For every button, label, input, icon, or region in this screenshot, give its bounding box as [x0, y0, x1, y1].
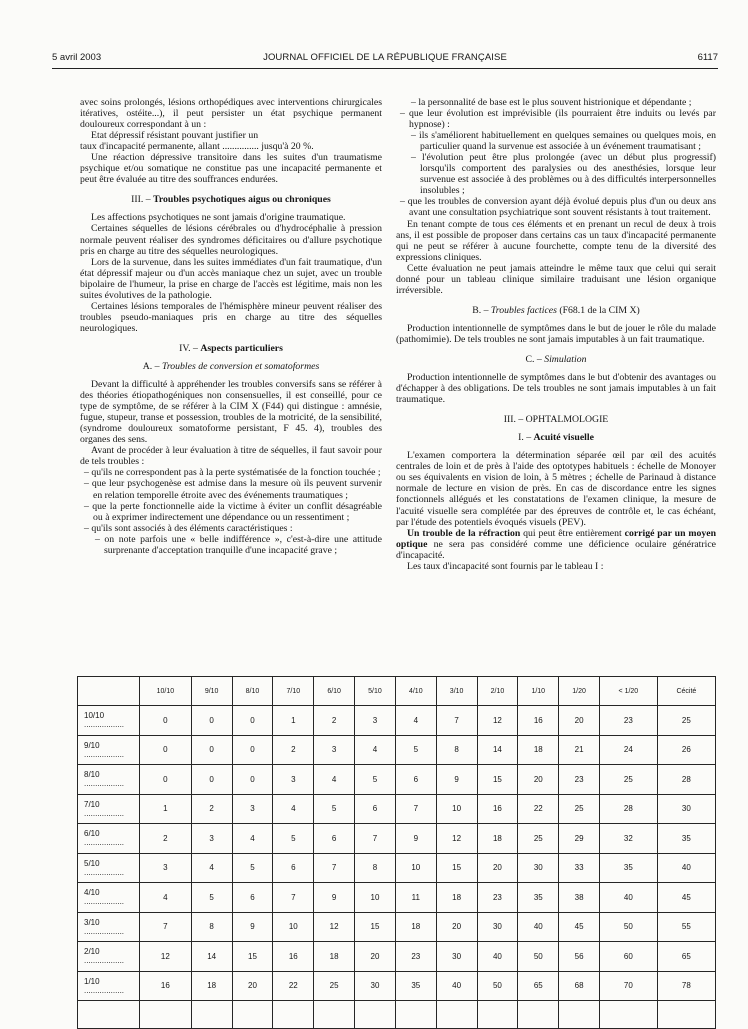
table-cell: 18 — [314, 942, 355, 972]
table-cell: 32 — [600, 824, 658, 854]
table-cell: 5 — [314, 794, 355, 824]
paragraph: avec soins prolongés, lésions orthopédiques avec interventions chirurgicales itératives, ostéite...), il peut persister un état psychique permanent douloureux correspondant à un : — [80, 97, 382, 131]
table-cell — [191, 1001, 232, 1029]
section-heading — [80, 194, 382, 205]
left-column — [80, 97, 382, 556]
column-header: < 1/20 — [600, 677, 658, 706]
list-item: – que les troubles de conversion ayant déjà évolué depuis plus d'un ou deux ans avant une consultation psychiatrique sont souvent résistants à tout traitement. — [400, 196, 716, 219]
table-cell: 78 — [657, 971, 715, 1001]
row-label: 2/10 .................. — [78, 942, 140, 972]
table-row — [78, 706, 716, 736]
table-cell: 23 — [477, 883, 518, 913]
subsection-heading — [396, 354, 716, 365]
table-cell: 30 — [477, 912, 518, 942]
table-cell: 0 — [191, 706, 232, 736]
table-cell: 3 — [314, 735, 355, 765]
paragraph: Certaines lésions temporales de l'hémisphère mineur peuvent réaliser des troubles pseudo-maniaques pris en charge au titre des séquelles neurologiques. — [80, 300, 382, 334]
paragraph: Production intentionnelle de symptômes dans le but d'obtenir des avantages ou d'échapper à des obligations. De tels troubles ne sont jamais imputables à un fait traumatique. — [396, 372, 716, 406]
table-cell: 11 — [395, 883, 436, 913]
table-cell: 16 — [518, 706, 559, 736]
table-cell: 4 — [395, 706, 436, 736]
table-cell: 20 — [436, 912, 477, 942]
table-cell: 10 — [436, 794, 477, 824]
table-cell: 28 — [657, 765, 715, 795]
table-cell: 18 — [191, 971, 232, 1001]
table-cell — [436, 1001, 477, 1029]
column-header: 1/10 — [518, 677, 559, 706]
table-cell: 0 — [140, 706, 192, 736]
table-cell: 25 — [600, 765, 658, 795]
table-cell: 6 — [273, 853, 314, 883]
subsection-heading — [80, 361, 382, 372]
subsection-title: Simulation — [544, 353, 587, 365]
section-title: OPHTALMOLOGIE — [525, 414, 609, 426]
text-run: qui peut être entièrement — [520, 527, 625, 539]
table-cell: 2 — [273, 735, 314, 765]
table-cell: 21 — [559, 735, 600, 765]
paragraph: Devant la difficulté à appréhender les troubles conversifs sans se référer à des théories étiopathogéniques non consensuelles, il est conseillé, pour ce type de symptôme, de se référer à la CIM X (F44) qui distingue : amnésie, fugue, stupeur, transe et possession, troubles de la motricité, de la sensibilité, (syndrome douloureux somatoforme persistant, F 45. 4), troubles des organes des sens. — [80, 379, 382, 446]
subsection-number: A. – — [142, 360, 160, 372]
table-cell: 15 — [477, 765, 518, 795]
table-cell: 0 — [232, 735, 273, 765]
journal-title: JOURNAL OFFICIEL DE LA RÉPUBLIQUE FRANÇAISE — [263, 52, 507, 63]
table-cell: 35 — [518, 883, 559, 913]
text-run: ne sera pas considéré comme une déficience oculaire génératrice d'incapacité. — [396, 538, 716, 561]
table-cell: 7 — [273, 883, 314, 913]
paragraph: Production intentionnelle de symptômes dans le but de jouer le rôle du malade (pathomimie). De tels troubles ne sont jamais imputables à un fait traumatique. — [396, 322, 716, 345]
table-cell: 0 — [191, 735, 232, 765]
table-cell: 0 — [140, 735, 192, 765]
list-item: – que leur psychogenèse est admise dans la mesure où ils peuvent survenir en relation temporelle étroite avec des événements traumatiques ; — [84, 478, 382, 501]
table-cell: 68 — [559, 971, 600, 1001]
table-cell: 9 — [314, 883, 355, 913]
table-cell: 7 — [140, 912, 192, 942]
table-cell: 15 — [436, 853, 477, 883]
table-cell: 25 — [314, 971, 355, 1001]
table-cell: 25 — [518, 824, 559, 854]
table-cell: 60 — [600, 942, 658, 972]
table-cell: 14 — [191, 942, 232, 972]
table-cell: 6 — [314, 824, 355, 854]
table-cell: 20 — [518, 765, 559, 795]
column-header: 7/10 — [273, 677, 314, 706]
table-cell — [657, 1001, 715, 1029]
table-row — [78, 942, 716, 972]
table-cell: 4 — [314, 765, 355, 795]
table-cell: 45 — [657, 883, 715, 913]
table-cell: 1 — [273, 706, 314, 736]
table-cell — [78, 1001, 140, 1029]
list-item: – qu'ils ne correspondent pas à la perte systématisée de la fonction touchée ; — [84, 467, 381, 479]
subsection-title: Troubles de conversion et somatoformes — [161, 360, 320, 372]
table-cell: 24 — [600, 735, 658, 765]
table-cell: 15 — [232, 942, 273, 972]
classification-code: (F68.1 de la CIM X) — [559, 304, 640, 316]
table-cell — [477, 1001, 518, 1029]
table-cell: 5 — [232, 853, 273, 883]
table-cell: 50 — [477, 971, 518, 1001]
table-cell: 7 — [395, 794, 436, 824]
column-header: 6/10 — [314, 677, 355, 706]
table-cell: 70 — [600, 971, 658, 1001]
table-cell: 25 — [559, 794, 600, 824]
visual-acuity-table — [77, 676, 716, 1029]
table-row — [78, 883, 716, 913]
column-header: 8/10 — [232, 677, 273, 706]
issue-date: 5 avril 2003 — [52, 52, 102, 63]
column-header: Cécité — [657, 677, 715, 706]
subsection-title: Troubles factices — [490, 304, 557, 316]
subsection-number: I. – — [518, 432, 532, 444]
table-cell: 4 — [140, 883, 192, 913]
table-cell: 6 — [355, 794, 396, 824]
table-cell — [355, 1001, 396, 1029]
table-cell: 5 — [355, 765, 396, 795]
table-cell: 22 — [273, 971, 314, 1001]
table-cell: 23 — [395, 942, 436, 972]
table-row — [78, 765, 716, 795]
table-cell: 20 — [232, 971, 273, 1001]
section-title: Aspects particuliers — [200, 342, 283, 354]
table-cell: 5 — [273, 824, 314, 854]
table-cell: 16 — [273, 942, 314, 972]
table-cell: 33 — [559, 853, 600, 883]
table-cell — [140, 1001, 192, 1029]
table-cell: 65 — [657, 942, 715, 972]
table-cell: 45 — [559, 912, 600, 942]
row-label: 9/10 .................. — [78, 735, 140, 765]
list-item: – que la perte fonctionnelle aide la victime à éviter un conflit désagréable ou à exprimer indirectement une dépendance ou un ressentiment ; — [84, 500, 382, 523]
table-cell: 18 — [518, 735, 559, 765]
table-cell: 35 — [657, 824, 715, 854]
list-item: – qu'ils sont associés à des éléments caractéristiques : — [84, 522, 293, 534]
table-cell: 2 — [140, 824, 192, 854]
table-cell: 0 — [232, 706, 273, 736]
table-cell: 6 — [395, 765, 436, 795]
column-header: 2/10 — [477, 677, 518, 706]
table-cell: 28 — [600, 794, 658, 824]
table-cell: 40 — [518, 912, 559, 942]
table-continuation-row — [78, 1001, 716, 1029]
table-cell: 3 — [232, 794, 273, 824]
paragraph: En tenant compte de tous ces éléments et en prenant un recul de deux à trois ans, il est possible de proposer dans certains cas un taux d'incapacité permanente qui ne peut se référer à aucune fourchette, compte tenu de la diversité des expressions cliniques. — [396, 218, 716, 263]
section-heading — [396, 414, 716, 425]
paragraph: Etat dépressif résistant pouvant justifier un — [91, 130, 259, 142]
row-label: 4/10 .................. — [78, 883, 140, 913]
table-cell: 4 — [273, 794, 314, 824]
paragraph: Une réaction dépressive transitoire dans les suites d'un traumatisme psychique et/ou somatique ne constitue pas une incapacité permanente et peut être évaluée au titre des souffrances endurées. — [80, 152, 382, 186]
table-cell: 20 — [559, 706, 600, 736]
table-cell: 8 — [355, 853, 396, 883]
table-cell: 18 — [436, 883, 477, 913]
table-cell — [395, 1001, 436, 1029]
paragraph: taux d'incapacité permanente, allant ............... jusqu'à 20 %. — [80, 141, 314, 153]
table-cell: 30 — [355, 971, 396, 1001]
table-cell: 3 — [355, 706, 396, 736]
bold-phrase: corrigé par un moyen optique — [396, 527, 717, 550]
table-cell: 7 — [436, 706, 477, 736]
header-rule — [52, 68, 718, 69]
paragraph: Lors de la survenue, dans les suites immédiates d'un fait traumatique, d'un état dépressif majeur ou d'un accès maniaque chez un sujet, avec un trouble bipolaire de l'humeur, la prise en charge de l'accès est légitime, mais non les suites évolutives de la pathologie. — [80, 256, 382, 301]
table-cell: 9 — [232, 912, 273, 942]
table-row — [78, 735, 716, 765]
table-cell: 23 — [559, 765, 600, 795]
table-cell: 22 — [518, 794, 559, 824]
table-row — [78, 912, 716, 942]
table-cell: 4 — [355, 735, 396, 765]
paragraph: Les taux d'incapacité sont fournis par le tableau I : — [407, 560, 604, 572]
table-cell: 5 — [191, 883, 232, 913]
table-cell: 35 — [600, 853, 658, 883]
table-cell: 38 — [559, 883, 600, 913]
table-cell — [600, 1001, 658, 1029]
table-cell — [518, 1001, 559, 1029]
subsection-number: B. – — [472, 304, 489, 316]
table-cell: 50 — [518, 942, 559, 972]
table-cell: 10 — [273, 912, 314, 942]
table-cell: 23 — [600, 706, 658, 736]
section-title: Troubles psychotiques aigus ou chroniques — [153, 194, 331, 206]
section-number: III. – — [131, 194, 151, 206]
table-cell: 7 — [314, 853, 355, 883]
table-cell: 40 — [657, 853, 715, 883]
subsection-title: Acuité visuelle — [533, 432, 594, 444]
table-cell: 40 — [477, 942, 518, 972]
table-cell: 12 — [140, 942, 192, 972]
table-cell: 10 — [395, 853, 436, 883]
sub-list-item: – la personnalité de base est le plus souvent histrionique et dépendante ; — [411, 97, 692, 108]
table-cell: 30 — [518, 853, 559, 883]
section-number: IV. – — [179, 342, 198, 354]
table-row — [78, 794, 716, 824]
table-cell: 35 — [395, 971, 436, 1001]
table-cell: 20 — [355, 942, 396, 972]
paragraph: Cette évaluation ne peut jamais atteindre le même taux que celui qui serait donné pour un tableau clinique similaire traduisant une lésion organique irréversible. — [396, 262, 716, 296]
table-cell: 29 — [559, 824, 600, 854]
table-cell: 3 — [273, 765, 314, 795]
paragraph: L'examen comportera la détermination séparée œil par œil des acuités centrales de loin et de près à l'aide des optotypes habituels : échelle de Monoyer ou ses équivalents en vision de loin, à 5 mètres ; échelle de Parinaud à distance normale de lecture en vision de près. En cas de discordance entre les signes fonctionnels allégués et les constatations de l'examen clinique, la mesure de l'acuité visuelle sera complétée par des épreuves de contrôle et, le cas échéant, par l'étude des potentiels évoqués visuels (PEV). — [396, 450, 716, 528]
table-cell: 65 — [518, 971, 559, 1001]
column-header: 4/10 — [395, 677, 436, 706]
table-cell: 8 — [191, 912, 232, 942]
paragraph: Les affections psychotiques ne sont jamais d'origine traumatique. — [91, 212, 346, 224]
table-cell: 30 — [657, 794, 715, 824]
table-cell: 14 — [477, 735, 518, 765]
bold-phrase: Un trouble de la réfraction — [407, 527, 521, 539]
table-cell: 16 — [140, 971, 192, 1001]
table-cell: 18 — [395, 912, 436, 942]
row-label: 6/10 .................. — [78, 824, 140, 854]
row-label: 1/10 .................. — [78, 971, 140, 1001]
table-cell — [314, 1001, 355, 1029]
table-row — [78, 824, 716, 854]
subsection-heading — [396, 432, 716, 443]
table-cell: 4 — [191, 853, 232, 883]
table-cell: 4 — [232, 824, 273, 854]
table-cell: 0 — [232, 765, 273, 795]
subsection-heading — [396, 305, 716, 316]
table-cell: 2 — [191, 794, 232, 824]
table-cell: 7 — [355, 824, 396, 854]
table-cell: 20 — [477, 853, 518, 883]
table-header-row — [78, 677, 716, 706]
table-cell: 12 — [436, 824, 477, 854]
sub-list-item: – l'évolution peut être plus prolongée (avec un début plus progressif) lorsqu'ils comportent des paralysies ou des anesthésies, lorsque leur survenue est associée à des problèmes ou à des difficultés interpersonnelles insolubles ; — [411, 152, 716, 197]
table-cell: 56 — [559, 942, 600, 972]
table-cell: 12 — [314, 912, 355, 942]
table-row — [78, 971, 716, 1001]
sub-list-item: – ils s'améliorent habituellement en quelques semaines ou quelques mois, en particulier quand la survenue est associée à un événement traumatisant ; — [411, 130, 716, 153]
table-cell — [273, 1001, 314, 1029]
table-cell: 16 — [477, 794, 518, 824]
subsection-number: C. – — [525, 353, 542, 365]
table-cell: 3 — [191, 824, 232, 854]
row-label: 8/10 .................. — [78, 765, 140, 795]
page-header — [52, 52, 718, 66]
table-cell: 15 — [355, 912, 396, 942]
row-label: 7/10 .................. — [78, 794, 140, 824]
table-cell: 2 — [314, 706, 355, 736]
row-label: 5/10 .................. — [78, 853, 140, 883]
table-cell — [232, 1001, 273, 1029]
table-cell: 1 — [140, 794, 192, 824]
column-header: 9/10 — [191, 677, 232, 706]
column-header: 3/10 — [436, 677, 477, 706]
corner-cell — [78, 677, 140, 706]
table-cell: 9 — [395, 824, 436, 854]
table-cell — [559, 1001, 600, 1029]
table-cell: 30 — [436, 942, 477, 972]
table-cell: 40 — [436, 971, 477, 1001]
table-cell: 10 — [355, 883, 396, 913]
column-header: 10/10 — [140, 677, 192, 706]
table-cell: 40 — [600, 883, 658, 913]
table-cell: 25 — [657, 706, 715, 736]
table-cell: 6 — [232, 883, 273, 913]
table-cell: 50 — [600, 912, 658, 942]
table-cell: 26 — [657, 735, 715, 765]
row-label: 10/10 .................. — [78, 706, 140, 736]
table-cell: 5 — [395, 735, 436, 765]
page-number: 6117 — [697, 52, 718, 63]
paragraph: Avant de procéder à leur évaluation à titre de séquelles, il faut savoir pour de tels troubles : — [80, 445, 382, 468]
table-cell: 8 — [436, 735, 477, 765]
table-cell: 9 — [436, 765, 477, 795]
sub-list-item: – on note parfois une « belle indifférence », c'est-à-dire une attitude surprenante d'acceptation tranquille d'une incapacité grave ; — [95, 533, 382, 556]
column-header: 1/20 — [559, 677, 600, 706]
table-cell: 12 — [477, 706, 518, 736]
right-column — [396, 97, 716, 572]
table-cell: 18 — [477, 824, 518, 854]
paragraph — [396, 528, 716, 561]
table-cell: 0 — [191, 765, 232, 795]
column-header: 5/10 — [355, 677, 396, 706]
paragraph: Certaines séquelles de lésions cérébrales ou d'hydrocéphalie à pression normale peuvent réaliser des syndromes déficitaires ou d'allure psychotique pris en charge au titre des séquelles neurologiques. — [80, 223, 382, 257]
table-cell: 0 — [140, 765, 192, 795]
table-cell: 3 — [140, 853, 192, 883]
row-label: 3/10 .................. — [78, 912, 140, 942]
table-cell: 55 — [657, 912, 715, 942]
section-number: III. – — [503, 414, 524, 426]
table-row — [78, 853, 716, 883]
section-heading — [80, 343, 382, 354]
list-item: – que leur évolution est imprévisible (ils pourraient être induits ou levés par hypnose) : — [400, 108, 716, 131]
